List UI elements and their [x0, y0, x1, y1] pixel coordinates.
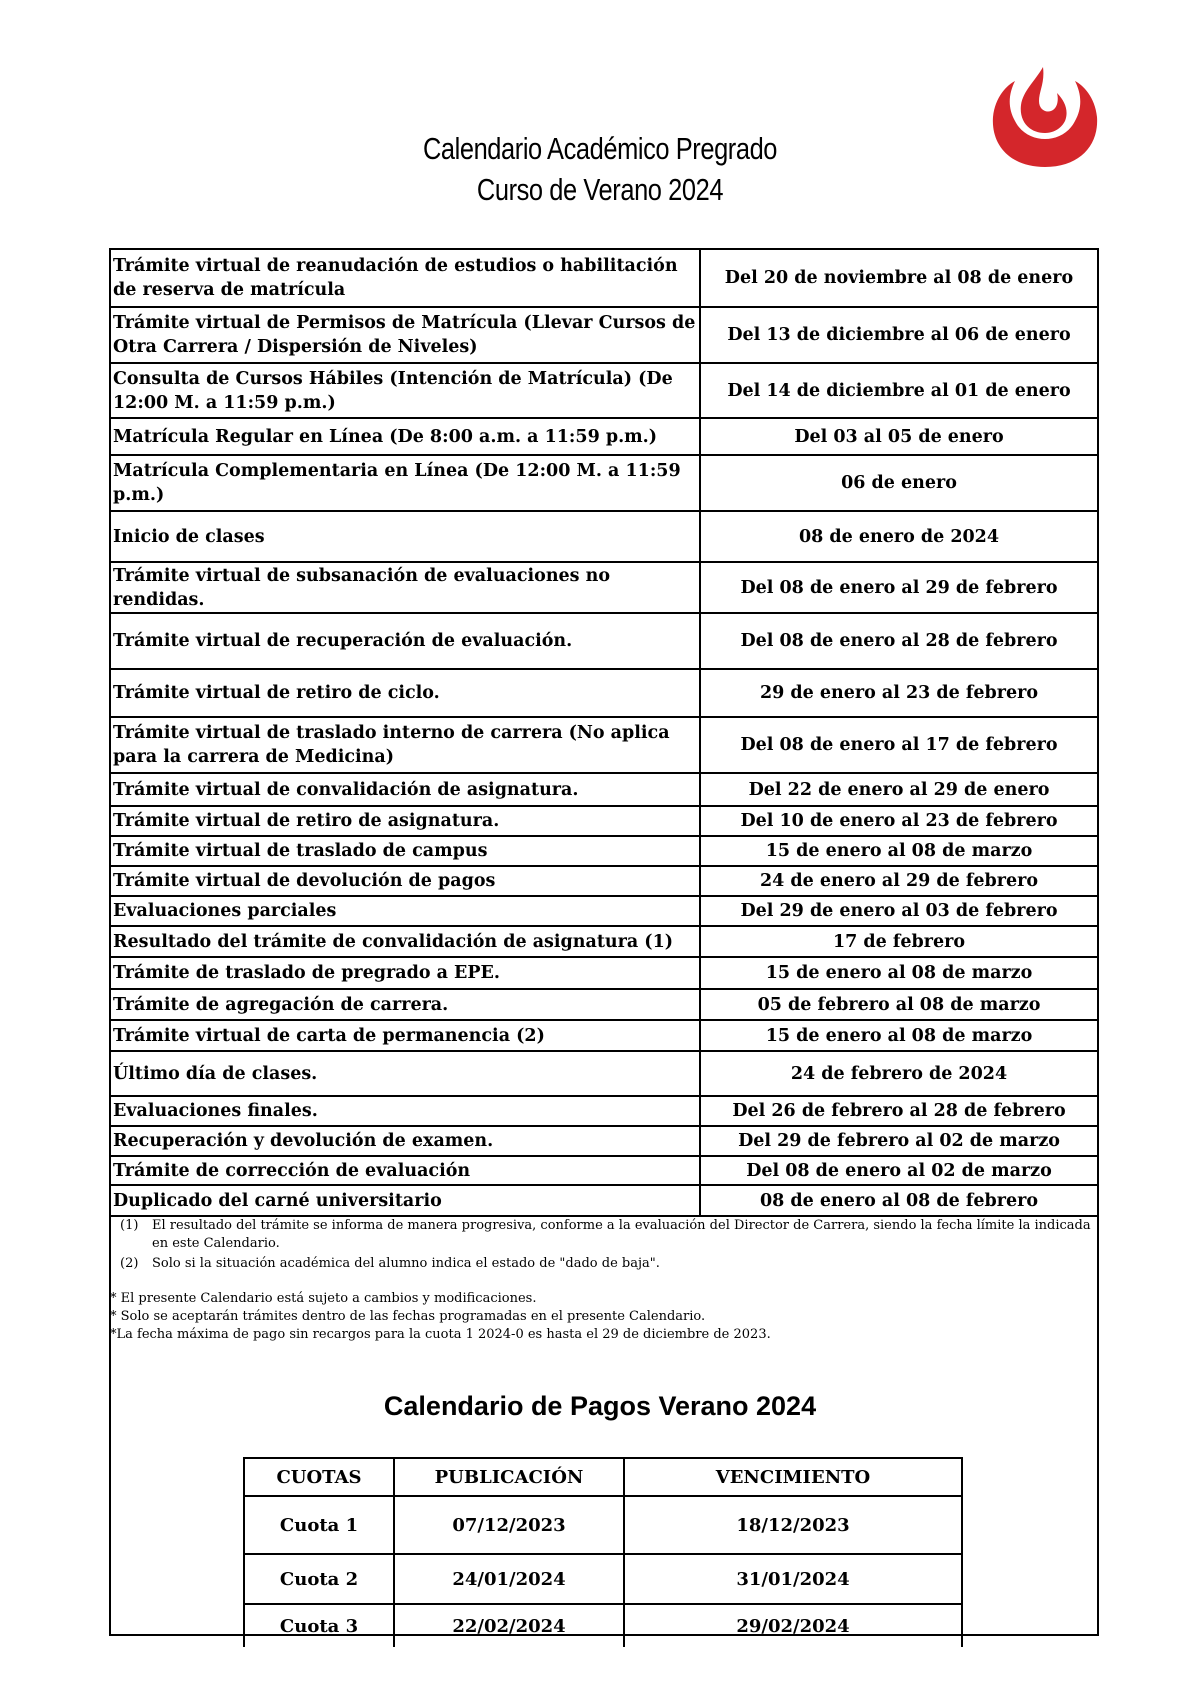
- table-row: [110, 669, 1098, 717]
- table-row: [110, 1156, 1098, 1185]
- table-row: [110, 455, 1098, 511]
- activity-cell: Trámite virtual de Permisos de Matrícula (Llevar Cursos de Otra Carrera / Dispersión de Niveles): [110, 307, 700, 363]
- table-row: [110, 1020, 1098, 1051]
- date-cell: Del 26 de febrero al 28 de febrero: [700, 1096, 1098, 1126]
- due-date-cell: 18/12/2023: [624, 1496, 962, 1554]
- date-cell: Del 08 de enero al 17 de febrero: [700, 717, 1098, 773]
- date-cell: Del 08 de enero al 29 de febrero: [700, 562, 1098, 613]
- footnote-1: [120, 1217, 1095, 1253]
- footnote-number: (2): [120, 1256, 139, 1271]
- column-header: VENCIMIENTO: [624, 1458, 962, 1496]
- footnote-text: Solo si la situación académica del alumno indica el estado de "dado de baja".: [152, 1256, 660, 1271]
- date-cell: 24 de enero al 29 de febrero: [700, 866, 1098, 896]
- activity-cell: Trámite virtual de recuperación de evaluación.: [110, 613, 700, 669]
- date-cell: 08 de enero de 2024: [700, 511, 1098, 562]
- date-cell: Del 20 de noviembre al 08 de enero: [700, 249, 1098, 307]
- table-row: [244, 1604, 962, 1647]
- date-cell: 15 de enero al 08 de marzo: [700, 836, 1098, 866]
- cuota-cell: Cuota 3: [244, 1604, 394, 1647]
- table-row: [110, 773, 1098, 806]
- column-header: CUOTAS: [244, 1458, 394, 1496]
- date-cell: 17 de febrero: [700, 926, 1098, 957]
- activity-cell: Recuperación y devolución de examen.: [110, 1126, 700, 1156]
- date-cell: 29 de enero al 23 de febrero: [700, 669, 1098, 717]
- activity-cell: Trámite de agregación de carrera.: [110, 989, 700, 1020]
- table-row: [110, 806, 1098, 836]
- publication-date-cell: 07/12/2023: [394, 1496, 624, 1554]
- activity-cell: Trámite virtual de subsanación de evaluaciones no rendidas.: [110, 562, 700, 613]
- table-row: [110, 989, 1098, 1020]
- activity-cell: Evaluaciones finales.: [110, 1096, 700, 1126]
- date-cell: 06 de enero: [700, 455, 1098, 511]
- date-cell: Del 14 de diciembre al 01 de enero: [700, 363, 1098, 418]
- table-row: [110, 613, 1098, 669]
- date-cell: 05 de febrero al 08 de marzo: [700, 989, 1098, 1020]
- column-header: PUBLICACIÓN: [394, 1458, 624, 1496]
- table-row: [110, 562, 1098, 613]
- activity-cell: Consulta de Cursos Hábiles (Intención de Matrícula) (De 12:00 M. a 11:59 p.m.): [110, 363, 700, 418]
- disclaimer-item: * Solo se aceptarán trámites dentro de las fechas programadas en el presente Calendario.: [110, 1309, 706, 1324]
- disclaimer-item: *La fecha máxima de pago sin recargos para la cuota 1 2024-0 es hasta el 29 de diciembre de 2023.: [110, 1327, 771, 1342]
- date-cell: Del 22 de enero al 29 de enero: [700, 773, 1098, 806]
- table-row: [110, 363, 1098, 418]
- table-row: [110, 307, 1098, 363]
- cuota-cell: Cuota 1: [244, 1496, 394, 1554]
- activity-cell: Duplicado del carné universitario: [110, 1185, 700, 1216]
- date-cell: Del 08 de enero al 02 de marzo: [700, 1156, 1098, 1185]
- activity-cell: Trámite virtual de devolución de pagos: [110, 866, 700, 896]
- cuota-cell: Cuota 2: [244, 1554, 394, 1604]
- table-row: [110, 717, 1098, 773]
- date-cell: 24 de febrero de 2024: [700, 1051, 1098, 1096]
- publication-date-cell: 24/01/2024: [394, 1554, 624, 1604]
- due-date-cell: 29/02/2024: [624, 1604, 962, 1647]
- table-row: [110, 1126, 1098, 1156]
- footnote-number: (1): [120, 1218, 139, 1233]
- date-cell: Del 08 de enero al 28 de febrero: [700, 613, 1098, 669]
- publication-date-cell: 22/02/2024: [394, 1604, 624, 1647]
- activity-cell: Inicio de clases: [110, 511, 700, 562]
- date-cell: 15 de enero al 08 de marzo: [700, 957, 1098, 989]
- activity-cell: Último día de clases.: [110, 1051, 700, 1096]
- table-row: [110, 1096, 1098, 1126]
- due-date-cell: 31/01/2024: [624, 1554, 962, 1604]
- activity-cell: Trámite virtual de retiro de asignatura.: [110, 806, 700, 836]
- table-row: [110, 418, 1098, 455]
- payments-table: [243, 1457, 963, 1647]
- table-row: [110, 836, 1098, 866]
- activity-cell: Trámite virtual de traslado de campus: [110, 836, 700, 866]
- activity-cell: Trámite virtual de retiro de ciclo.: [110, 669, 700, 717]
- payments-title: Calendario de Pagos Verano 2024: [383, 1391, 817, 1421]
- page-title: Calendario Académico Pregrado: [422, 131, 778, 166]
- academic-calendar-table: [109, 248, 1099, 1217]
- table-row: [244, 1496, 962, 1554]
- table-row: [110, 511, 1098, 562]
- date-cell: 15 de enero al 08 de marzo: [700, 1020, 1098, 1051]
- disclaimer-item: * El presente Calendario está sujeto a cambios y modificaciones.: [110, 1291, 537, 1306]
- footnotes: [120, 1217, 1095, 1273]
- table-row: [110, 249, 1098, 307]
- activity-cell: Trámite virtual de carta de permanencia (2): [110, 1020, 700, 1051]
- activity-cell: Trámite de traslado de pregrado a EPE.: [110, 957, 700, 989]
- table-row: [110, 957, 1098, 989]
- activity-cell: Resultado del trámite de convalidación de asignatura (1): [110, 926, 700, 957]
- table-row: [110, 896, 1098, 926]
- disclaimers: [110, 1290, 1090, 1344]
- date-cell: Del 10 de enero al 23 de febrero: [700, 806, 1098, 836]
- table-row: [244, 1554, 962, 1604]
- table-row: [110, 926, 1098, 957]
- page-subtitle: Curso de Verano 2024: [476, 172, 724, 207]
- activity-cell: Evaluaciones parciales: [110, 896, 700, 926]
- activity-cell: Trámite virtual de traslado interno de carrera (No aplica para la carrera de Medicina): [110, 717, 700, 773]
- date-cell: Del 29 de febrero al 02 de marzo: [700, 1126, 1098, 1156]
- activity-cell: Trámite de corrección de evaluación: [110, 1156, 700, 1185]
- date-cell: Del 13 de diciembre al 06 de enero: [700, 307, 1098, 363]
- table-row: [110, 1185, 1098, 1216]
- table-row: [110, 866, 1098, 896]
- activity-cell: Trámite virtual de reanudación de estudios o habilitación de reserva de matrícula: [110, 249, 700, 307]
- activity-cell: Matrícula Complementaria en Línea (De 12:00 M. a 11:59 p.m.): [110, 455, 700, 511]
- date-cell: Del 29 de enero al 03 de febrero: [700, 896, 1098, 926]
- activity-cell: Trámite virtual de convalidación de asignatura.: [110, 773, 700, 806]
- table-row: [110, 1051, 1098, 1096]
- footnote-2: [120, 1255, 1095, 1273]
- activity-cell: Matrícula Regular en Línea (De 8:00 a.m. a 11:59 p.m.): [110, 418, 700, 455]
- footnote-text: El resultado del trámite se informa de manera progresiva, conforme a la evaluación del Director de Carrera, siendo la fecha límite la indicada en este Calendario.: [152, 1218, 1091, 1251]
- date-cell: 08 de enero al 08 de febrero: [700, 1185, 1098, 1216]
- table-header-row: [244, 1458, 962, 1496]
- date-cell: Del 03 al 05 de enero: [700, 418, 1098, 455]
